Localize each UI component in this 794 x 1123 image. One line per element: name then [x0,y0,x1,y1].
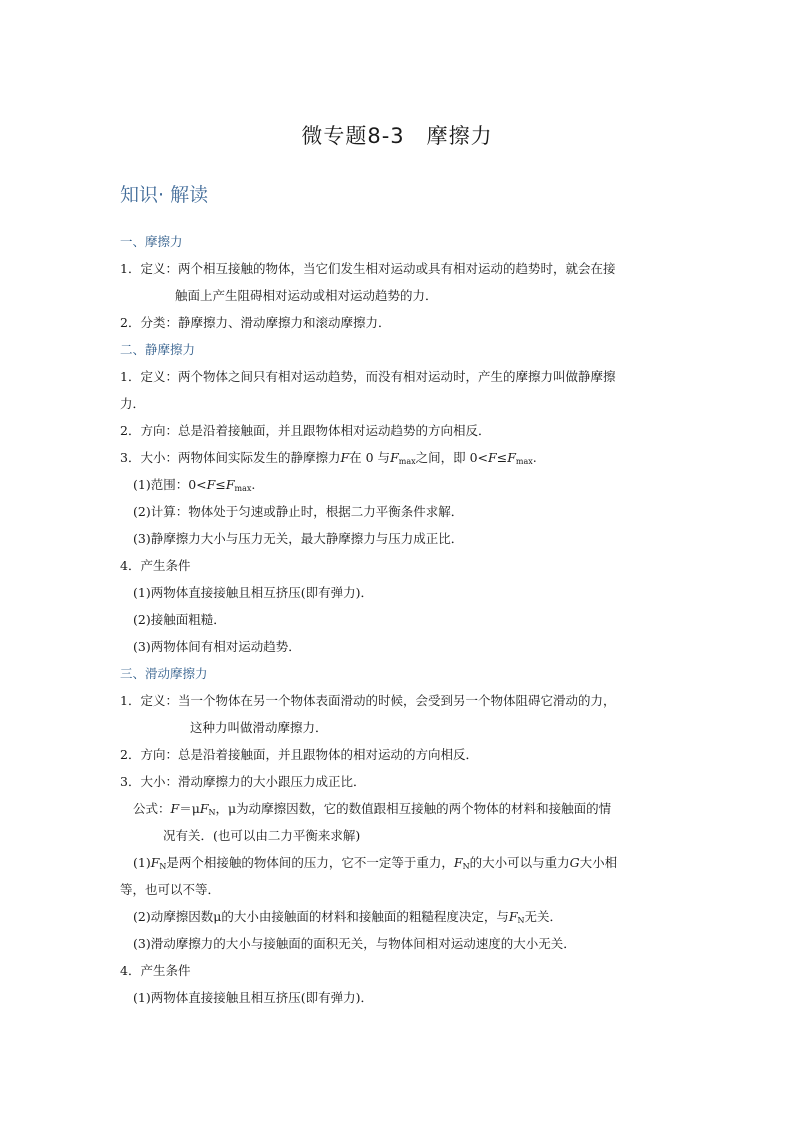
subscript-N: N [159,862,167,871]
section-subtitle: 知识· 解读 [120,184,209,206]
s3-conditions-heading: 4．产生条件 [120,963,191,978]
text-run: 之间，即 0< [415,450,489,465]
heading-static-friction: 二、静摩擦力 [120,342,196,357]
symbol-F: F [488,450,497,465]
s1-classification: 2．分类：静摩擦力、滑动摩擦力和滚动摩擦力． [120,315,391,330]
s3-note3: (3)滑动摩擦力的大小与接触面的面积无关，与物体间相对运动速度的大小无关． [133,936,576,951]
text-run: 无关． [524,909,563,924]
s3-condition-1: (1)两物体直接接触且相互挤压(即有弹力)． [133,990,373,1005]
s3-note2 [133,908,562,930]
text-run: 公式： [133,801,171,816]
s2-magnitude [120,449,537,471]
s3-formula-line2: 况有关．(也可以由二力平衡来求解) [163,828,361,843]
text-run: ＝μ [179,801,200,816]
s2-condition-2: (2)接触面粗糙． [133,612,226,627]
s1-definition-line1: 1．定义：两个相互接触的物体，当它们发生相对运动或具有相对运动的趋势时，就会在接 [120,261,616,276]
symbol-F: F [507,450,516,465]
symbol-F: F [150,855,160,870]
s2-range [133,476,255,498]
s2-calculation: (2)计算：物体处于匀速或静止时，根据二力平衡条件求解． [133,504,464,519]
symbol-F: F [390,450,399,465]
subscript-max: max [398,457,416,466]
symbol-G: G [569,855,580,870]
symbol-F: F [199,801,209,816]
text-run: 是两个相接触的物体间的压力，它不一定等于重力， [166,855,454,870]
symbol-F: F [206,477,216,492]
symbol-F: F [508,909,518,924]
subscript-N: N [462,862,470,871]
s3-direction: 2．方向：总是沿着接触面，并且跟物体的相对运动的方向相反． [120,747,478,762]
s2-relation: (3)静摩擦力大小与压力无关，最大静摩擦力与压力成正比． [133,531,464,546]
s3-note1-line1 [133,854,617,876]
heading-sliding-friction: 三、滑动摩擦力 [120,666,208,681]
s2-condition-3: (3)两物体间有相对运动趋势． [133,639,301,654]
s3-definition-line2: 这种力叫做滑动摩擦力． [190,720,328,735]
s1-definition-line2: 触面上产生阻碍相对运动或相对运动趋势的力． [175,288,438,303]
subscript-max: max [234,484,252,493]
s2-condition-1: (1)两物体直接接触且相互挤压(即有弹力)． [133,585,373,600]
subscript-N: N [517,916,525,925]
text-run: . [532,450,537,465]
page-title: 微专题8-3 摩擦力 [301,124,493,148]
text-run: ≤ [496,450,508,465]
text-run: 的大小可以与重力 [469,855,570,870]
s3-definition-line1: 1．定义：当一个物体在另一个物体表面滑动的时候，会受到另一个物体阻碍它滑动的力， [120,693,616,708]
symbol-F: F [453,855,463,870]
symbol-F: F [225,477,235,492]
text-run: (1)范围：0< [133,477,207,492]
subscript-max: max [515,457,533,466]
s2-definition-line2: 力． [120,396,146,411]
s3-note1-line2: 等，也可以不等． [120,882,221,897]
text-run: 大小相 [579,855,618,870]
text-run: ≤ [215,477,226,492]
text-run: 在 0 与 [349,450,391,465]
text-run: 3．大小：两物体间实际发生的静摩擦力 [120,450,341,465]
text-run: . [251,477,256,492]
s3-formula-line1 [133,800,611,822]
s2-direction: 2．方向：总是沿着接触面，并且跟物体相对运动趋势的方向相反． [120,423,491,438]
s2-conditions-heading: 4．产生条件 [120,558,191,573]
s2-definition-line1: 1．定义：两个物体之间只有相对运动趋势，而没有相对运动时，产生的摩擦力叫做静摩擦 [120,369,616,384]
s3-magnitude: 3．大小：滑动摩擦力的大小跟压力成正比． [120,774,366,789]
symbol-F: F [170,801,180,816]
symbol-F: F [340,450,350,465]
heading-friction: 一、摩擦力 [120,234,183,249]
subscript-N: N [208,808,216,817]
text-run: (2)动摩擦因数μ的大小由接触面的材料和接触面的粗糙程度决定，与 [133,909,509,924]
text-run: (1) [133,855,151,870]
text-run: ，μ为动摩擦因数，它的数值跟相互接触的两个物体的材料和接触面的情 [215,801,612,816]
